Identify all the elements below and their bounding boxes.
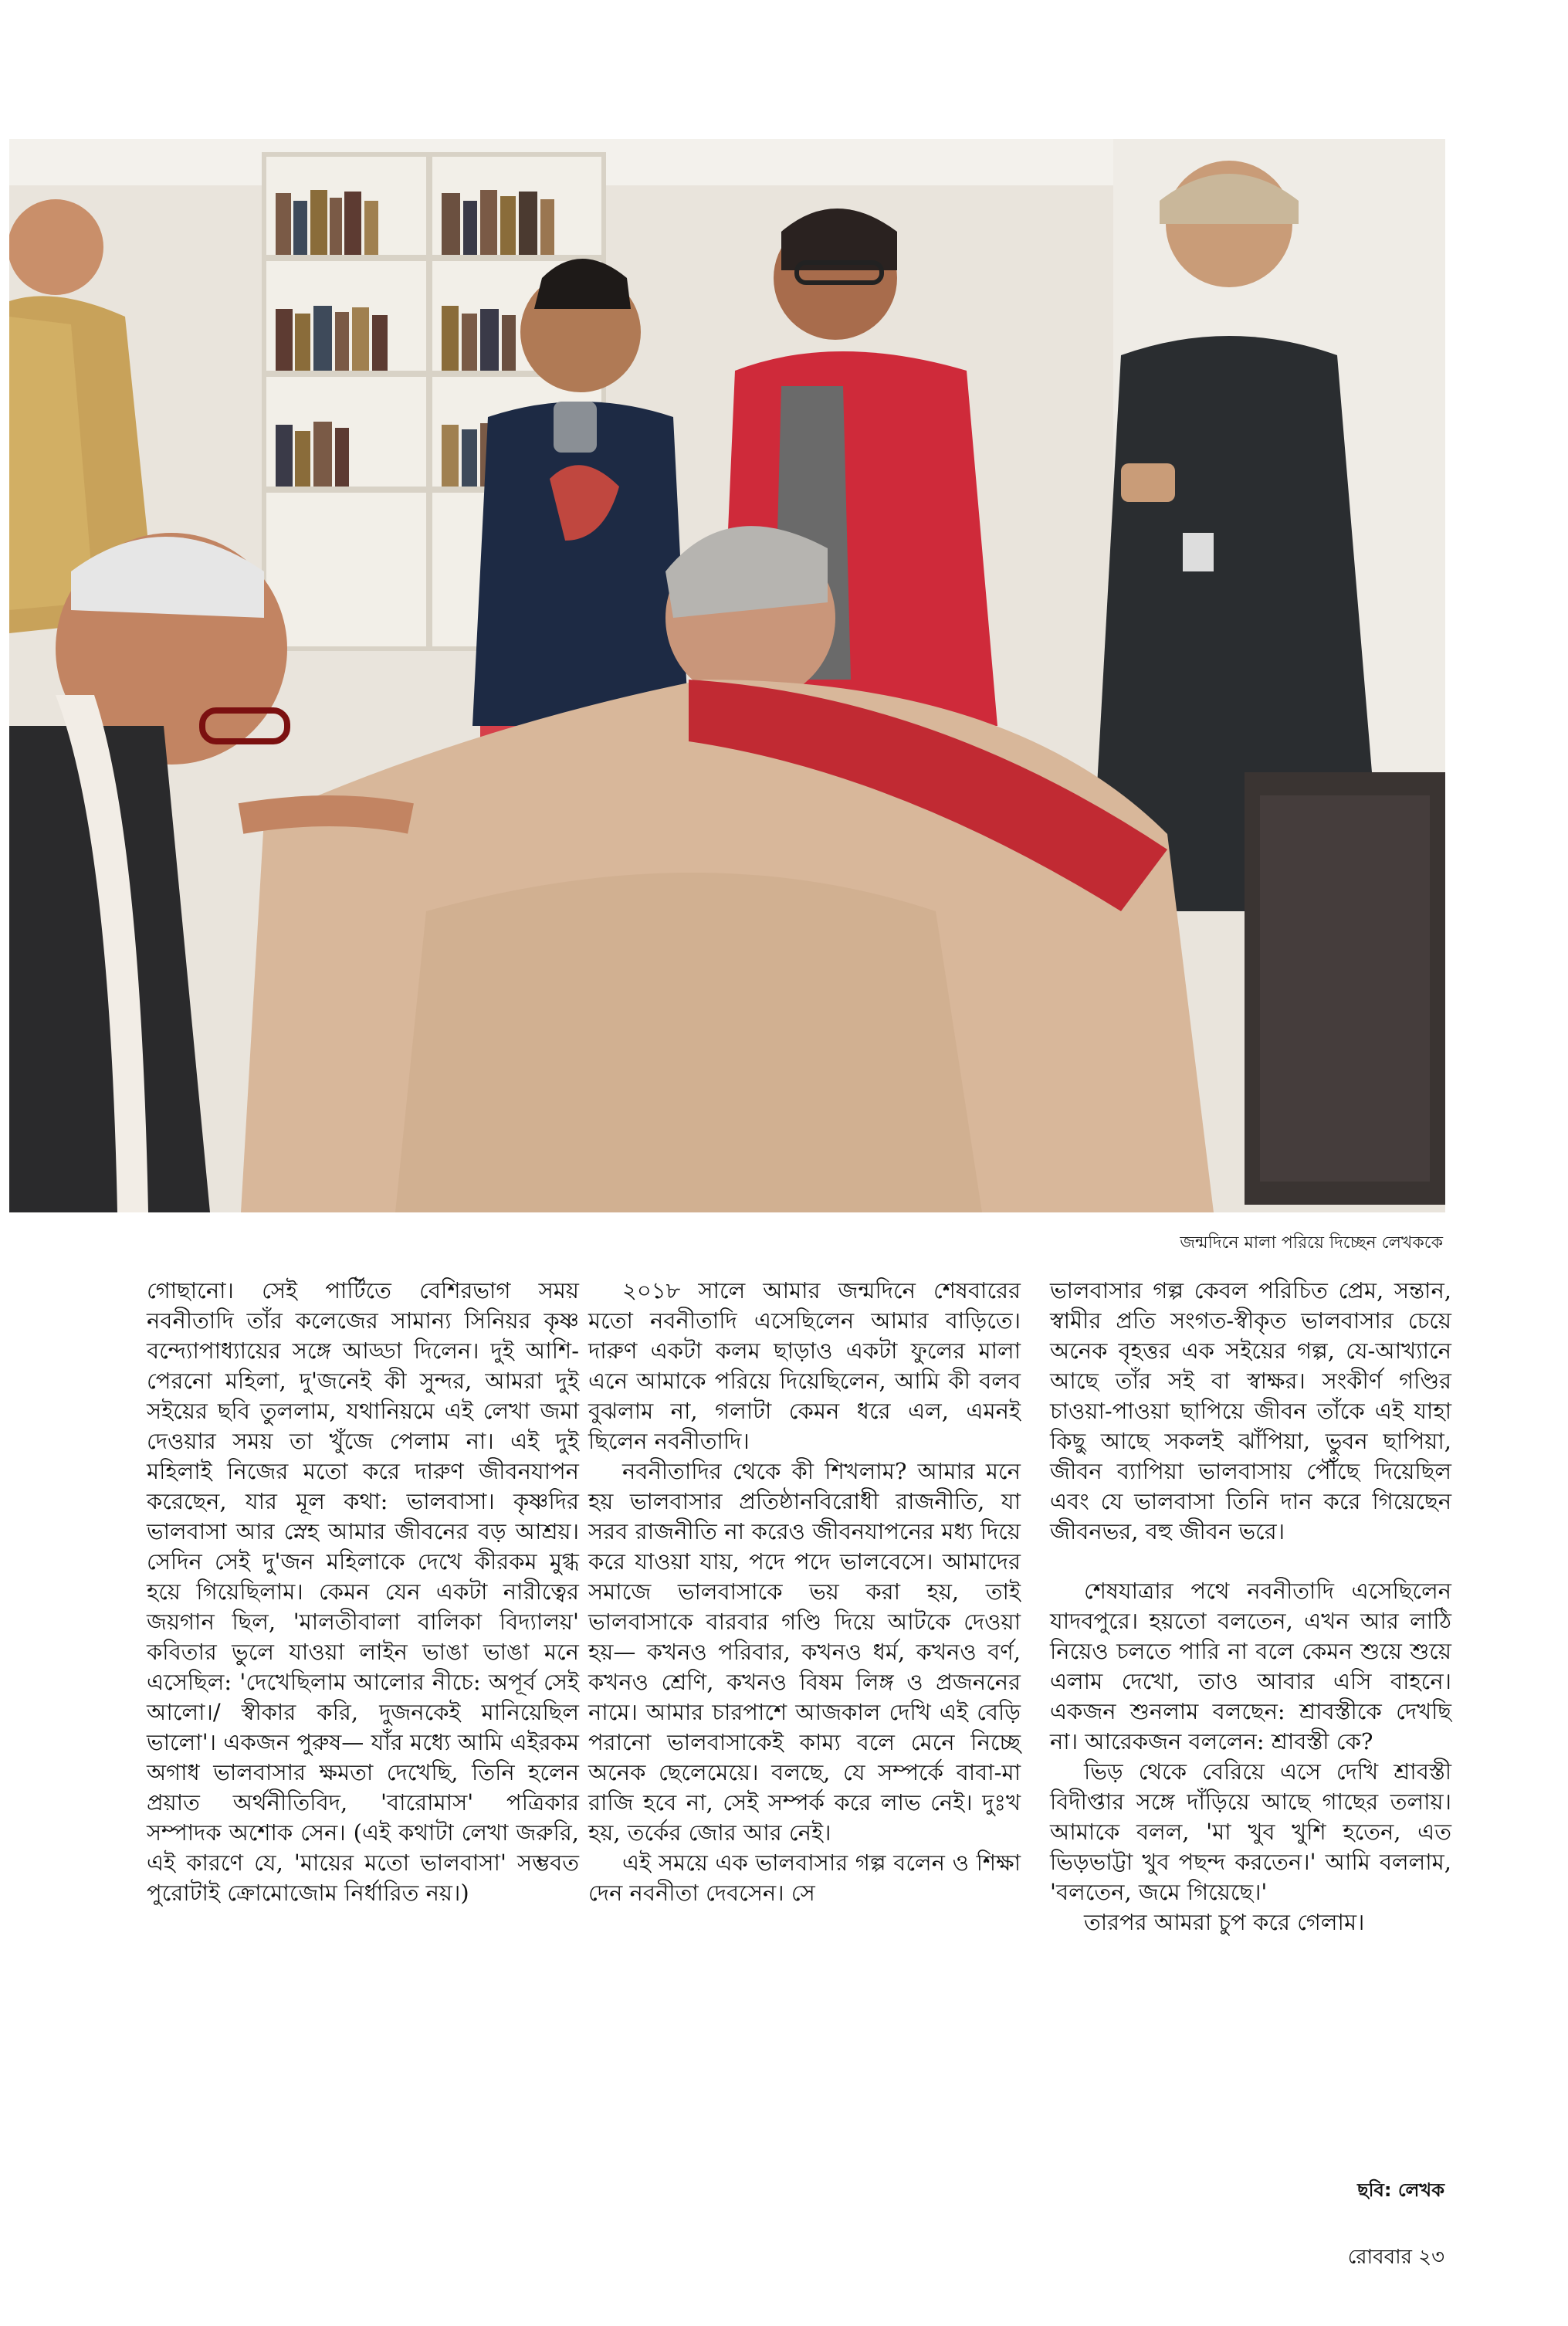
text-column-1	[147, 1276, 579, 1908]
page-footer: রোববার ২৩	[1347, 2246, 1444, 2269]
paragraph: তারপর আমরা চুপ করে গেলাম।	[1084, 1909, 1365, 1935]
photo-credit: ছবি: লেখক	[1357, 2179, 1444, 2201]
text-column-3	[1050, 1276, 1451, 1938]
photo-caption: জন্মদিনে মালা পরিয়ে দিচ্ছেন লেখককে	[1180, 1233, 1443, 1253]
text-column-2	[588, 1276, 1021, 1908]
paragraph: ভালবাসার গল্প কেবল পরিচিত প্রেম, সন্তান, স্বামীর প্রতি সংগত-স্বীকৃত ভালবাসার চেয়ে অনেক বৃহত্তর এক সইয়ের গল্প, যে-আখ্যানে আছে তাঁর সই বা স্বাক্ষর। সংকীর্ণ গণ্ডির চাওয়া-পাওয়া ছাপিয়ে জীবন তাঁকে এই যাহা কিছু আছে সকলই ঝাঁপিয়া, ভুবন ছাপিয়া, জীবন ব্যাপিয়া ভালবাসায় পৌঁছে দিয়েছিল এবং যে ভালবাসা তিনি দান করে গিয়েছেন জীবনভর, বহু জীবন ভরে।	[1050, 1277, 1451, 1544]
paragraph: শেষযাত্রার পথে নবনীতাদি এসেছিলেন যাদবপুরে। হয়তো বলতেন, এখন আর লাঠি নিয়েও চলতে পারি না বলে কেমন শুয়ে শুয়ে এলাম দেখো, তাও আবার এসি বাহনে। একজন শুনলাম বলছেন: শ্রাবস্তীকে দেখছি না। আরেকজন বললেন: শ্রাবস্তী কে?	[1050, 1578, 1451, 1755]
paragraph: এই সময়ে এক ভালবাসার গল্প বলেন ও শিক্ষা দেন নবনীতা দেবসেন। সে	[588, 1850, 1021, 1906]
paragraph: নবনীতাদির থেকে কী শিখলাম? আমার মনে হয় ভালবাসার প্রতিষ্ঠানবিরোধী রাজনীতি, যা সরব রাজনীতি না করেও জীবনযাপনের মধ্য দিয়ে করে যাওয়া যায়, পদে পদে ভালবেসে। আমাদের সমাজে ভালবাসাকে ভয় করা হয়, তাই ভালবাসাকে বারবার গণ্ডি দিয়ে আটকে দেওয়া হয়— কখনও পরিবার, কখনও ধর্ম, কখনও বর্ণ, কখনও শ্রেণি, কখনও বিষম লিঙ্গ ও প্রজননের নামে। আমার চারপাশে আজকাল দেখি এই বেড়ি পরানো ভালবাসাকেই কাম্য বলে মেনে নিচ্ছে অনেক ছেলেমেয়ে। বলছে, যে সম্পর্কে বাবা-মা রাজি হবে না, সেই সম্পর্ক করে লাভ নেই। দুঃখ হয়, তর্কের জোর আর নেই।	[588, 1458, 1021, 1846]
paragraph: ২০১৮ সালে আমার জন্মদিনে শেষবারের মতো নবনীতাদি এসেছিলেন আমার বাড়িতে। দারুণ একটা কলম ছাড়াও একটা ফুলের মালা এনে আমাকে পরিয়ে দিয়েছিলেন, আমি কী বলব বুঝলাম না, গলাটা কেমন ধরে এল, এমনই ছিলেন নবনীতাদি।	[588, 1277, 1021, 1454]
paragraph: ভিড় থেকে বেরিয়ে এসে দেখি শ্রাবস্তী বিদীপ্তার সঙ্গে দাঁড়িয়ে আছে গাছের তলায়। আমাকে বলল, 'মা খুব খুশি হতেন, এত ভিড়ভাট্টা খুব পছন্দ করতেন।' আমি বললাম, 'বলতেন, জমে গিয়েছে।'	[1050, 1758, 1451, 1905]
paragraph: গোছানো। সেই পার্টিতে বেশিরভাগ সময় নবনীতাদি তাঁর কলেজের সামান্য সিনিয়র কৃষ্ণ বন্দ্যোপাধ্যায়ের সঙ্গে আড্ডা দিলেন। দুই আশি-পেরনো মহিলা, দু'জনেই কী সুন্দর, আমরা দুই সইয়ের ছবি তুললাম, যথানিয়মে এই লেখা জমা দেওয়ার সময় তা খুঁজে পেলাম না। এই দুই মহিলাই নিজের মতো করে দারুণ জীবনযাপন করেছেন, যার মূল কথা: ভালবাসা। কৃষ্ণদির ভালবাসা আর স্নেহ আমার জীবনের বড় আশ্রয়। সেদিন সেই দু'জন মহিলাকে দেখে কীরকম মুগ্ধ হয়ে গিয়েছিলাম। কেমন যেন একটা নারীত্বের জয়গান ছিল, 'মালতীবালা বালিকা বিদ্যালয়' কবিতার ভুলে যাওয়া লাইন ভাঙা ভাঙা মনে এসেছিল: 'দেখেছিলাম আলোর নীচে: অপূর্ব সেই আলো।/ স্বীকার করি, দুজনকেই মানিয়েছিল ভালো'। একজন পুরুষ— যাঁর মধ্যে আমি এইরকম অগাধ ভালবাসার ক্ষমতা দেখেছি, তিনি হলেন প্রয়াত অর্থনীতিবিদ, 'বারোমাস' পত্রিকার সম্পাদক অশোক সেন। (এই কথাটা লেখা জরুরি, এই কারণে যে, 'মায়ের মতো ভালবাসা' সম্ভবত পুরোটাই ক্রোমোজোম নির্ধারিত নয়।)	[147, 1277, 579, 1906]
event-photo	[9, 139, 1445, 1212]
photo-illustration	[9, 139, 1445, 1212]
